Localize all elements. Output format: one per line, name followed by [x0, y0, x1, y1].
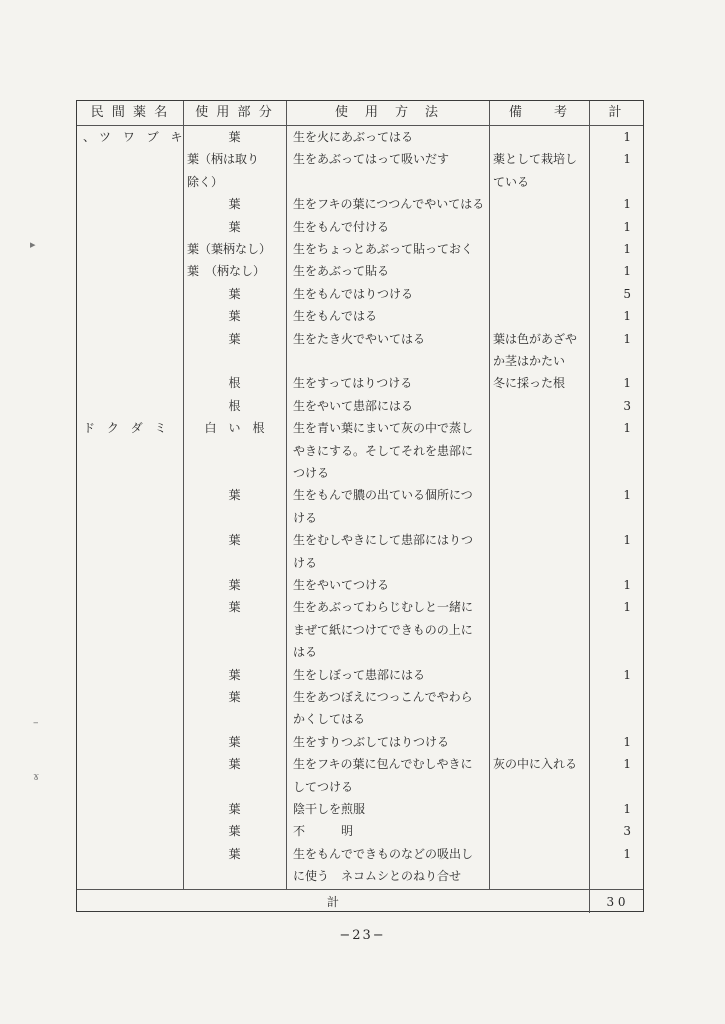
use-method: かくしてはる: [293, 712, 366, 727]
remark: か茎はかたい: [493, 354, 566, 368]
use-part: 除く）: [187, 174, 224, 189]
use-part: 葉: [228, 197, 241, 212]
use-part: 葉: [228, 533, 241, 548]
use-method: ける: [293, 510, 318, 525]
header-count: 計: [608, 105, 624, 120]
use-part: 葉: [228, 757, 241, 772]
remark: ている: [493, 174, 530, 189]
use-method: 生をもんではりつける: [293, 286, 414, 301]
remark: 灰の中に入れる: [493, 757, 578, 772]
use-method: 生を青い葉にまいて灰の中で蒸し: [293, 421, 474, 436]
use-part: 葉 （柄なし）: [187, 264, 266, 279]
use-part: 葉: [228, 309, 241, 324]
count-value: 1: [623, 846, 631, 861]
col-divider-note: [589, 101, 590, 913]
use-method: 生をもんで膿の出ている個所につ: [293, 488, 473, 503]
use-method: 生をやいて患部にはる: [293, 398, 414, 413]
use-method: 生をしぼって患部にはる: [293, 667, 426, 682]
use-method: 生をすりつぶしてはりつける: [293, 734, 450, 749]
count-value: 1: [623, 600, 631, 615]
use-part: 葉: [228, 286, 241, 301]
count-value: 1: [623, 488, 631, 503]
use-method: 生をたき火でやいてはる: [293, 331, 426, 346]
use-part: 葉: [228, 600, 241, 615]
col-divider-part: [286, 101, 287, 889]
col-divider-name: [183, 101, 184, 889]
use-method: 生をもんでできものなどの吸出し: [293, 846, 474, 861]
header-note: 備 考: [508, 105, 569, 120]
use-method: つける: [293, 466, 330, 480]
use-part: 根: [228, 376, 241, 391]
remedy-table: [76, 100, 644, 912]
use-part: 葉: [228, 734, 241, 749]
total-value: 3 0: [606, 895, 626, 909]
use-part: 葉（柄は取り: [187, 152, 260, 167]
count-value: 1: [623, 376, 631, 391]
use-method: 生をやいてつける: [293, 578, 390, 592]
use-method: 生をあぶって貼る: [293, 264, 390, 279]
use-method: 陰干しを煎服: [293, 802, 366, 816]
total-label: 計: [326, 895, 339, 909]
use-part: 葉（葉柄なし）: [187, 242, 272, 256]
count-value: 1: [623, 197, 631, 212]
use-method: やきにする。そしてそれを患部に: [293, 443, 474, 458]
col-divider-method: [489, 101, 490, 889]
count-value: 1: [623, 331, 631, 346]
remark: 薬として栽培し: [493, 152, 578, 167]
use-part: 葉: [228, 331, 241, 346]
count-value: 1: [623, 533, 631, 548]
remark: 葉は色があざや: [493, 331, 578, 346]
count-value: 1: [623, 757, 631, 772]
use-method: 生をあぶってはって吸いだす: [293, 152, 450, 167]
use-part: 葉: [228, 802, 241, 816]
total-top-line: [77, 889, 643, 890]
header-part: 使 用 部 分: [195, 105, 274, 120]
use-method: 生をもんで付ける: [293, 219, 390, 234]
count-value: 1: [623, 130, 631, 144]
use-method: 生をむしやきにして患部にはりつ: [293, 533, 474, 548]
use-method: に使う ネコムシとのねり合せ: [293, 869, 462, 884]
count-value: 1: [623, 309, 631, 324]
use-part: 根: [228, 398, 241, 413]
use-method: してつける: [293, 779, 354, 794]
use-method: 生をすってはりつける: [293, 376, 413, 391]
page-number: −23−: [339, 928, 386, 943]
remedy-name: ド ク ダ ミ: [83, 421, 171, 436]
use-method: 生をあつぼえにつっこんでやわら: [293, 690, 473, 704]
use-method: 生をフキの葉につつんでやいてはる: [293, 197, 485, 212]
count-value: 5: [623, 286, 631, 301]
use-part: 葉: [228, 824, 241, 839]
count-value: 1: [623, 734, 631, 749]
count-value: 1: [623, 152, 631, 167]
margin-mark: ɤ: [33, 770, 40, 783]
use-part: 葉: [228, 846, 241, 861]
count-value: 1: [623, 421, 631, 436]
remark: 冬に採った根: [493, 376, 566, 391]
remedy-name: 、ツ ワ ブ キ: [83, 130, 187, 144]
margin-mark: –: [33, 716, 39, 729]
use-method: 生を火にあぶってはる: [293, 130, 414, 144]
use-part: 葉: [228, 578, 241, 592]
count-value: 1: [623, 219, 631, 234]
use-part: 白 い 根: [204, 421, 265, 436]
header-method: 使 用 方 法: [334, 105, 440, 120]
count-value: 1: [623, 578, 631, 592]
count-value: 3: [623, 824, 631, 839]
use-method: 生をちょっとあぶって貼っておく: [293, 242, 474, 256]
header-name: 民 間 薬 名: [90, 105, 170, 120]
use-part: 葉: [228, 219, 241, 234]
use-method: ける: [293, 555, 318, 570]
use-method: まぜて紙につけてできものの上に: [293, 622, 473, 637]
count-value: 1: [623, 667, 631, 682]
use-part: 葉: [228, 130, 241, 144]
use-part: 葉: [228, 667, 241, 682]
use-method: 生をもんではる: [293, 309, 378, 324]
margin-mark: ▸: [30, 238, 36, 251]
count-value: 1: [623, 242, 631, 256]
count-value: 3: [623, 398, 631, 413]
use-part: 葉: [228, 690, 241, 704]
use-method: 生をフキの葉に包んでむしやきに: [293, 757, 473, 772]
count-value: 1: [623, 264, 631, 279]
use-part: 葉: [228, 488, 241, 503]
use-method: 生をあぶってわらじむしと一緒に: [293, 600, 474, 615]
use-method: 不 明: [293, 824, 354, 839]
use-method: はる: [293, 645, 318, 660]
count-value: 1: [623, 802, 631, 816]
